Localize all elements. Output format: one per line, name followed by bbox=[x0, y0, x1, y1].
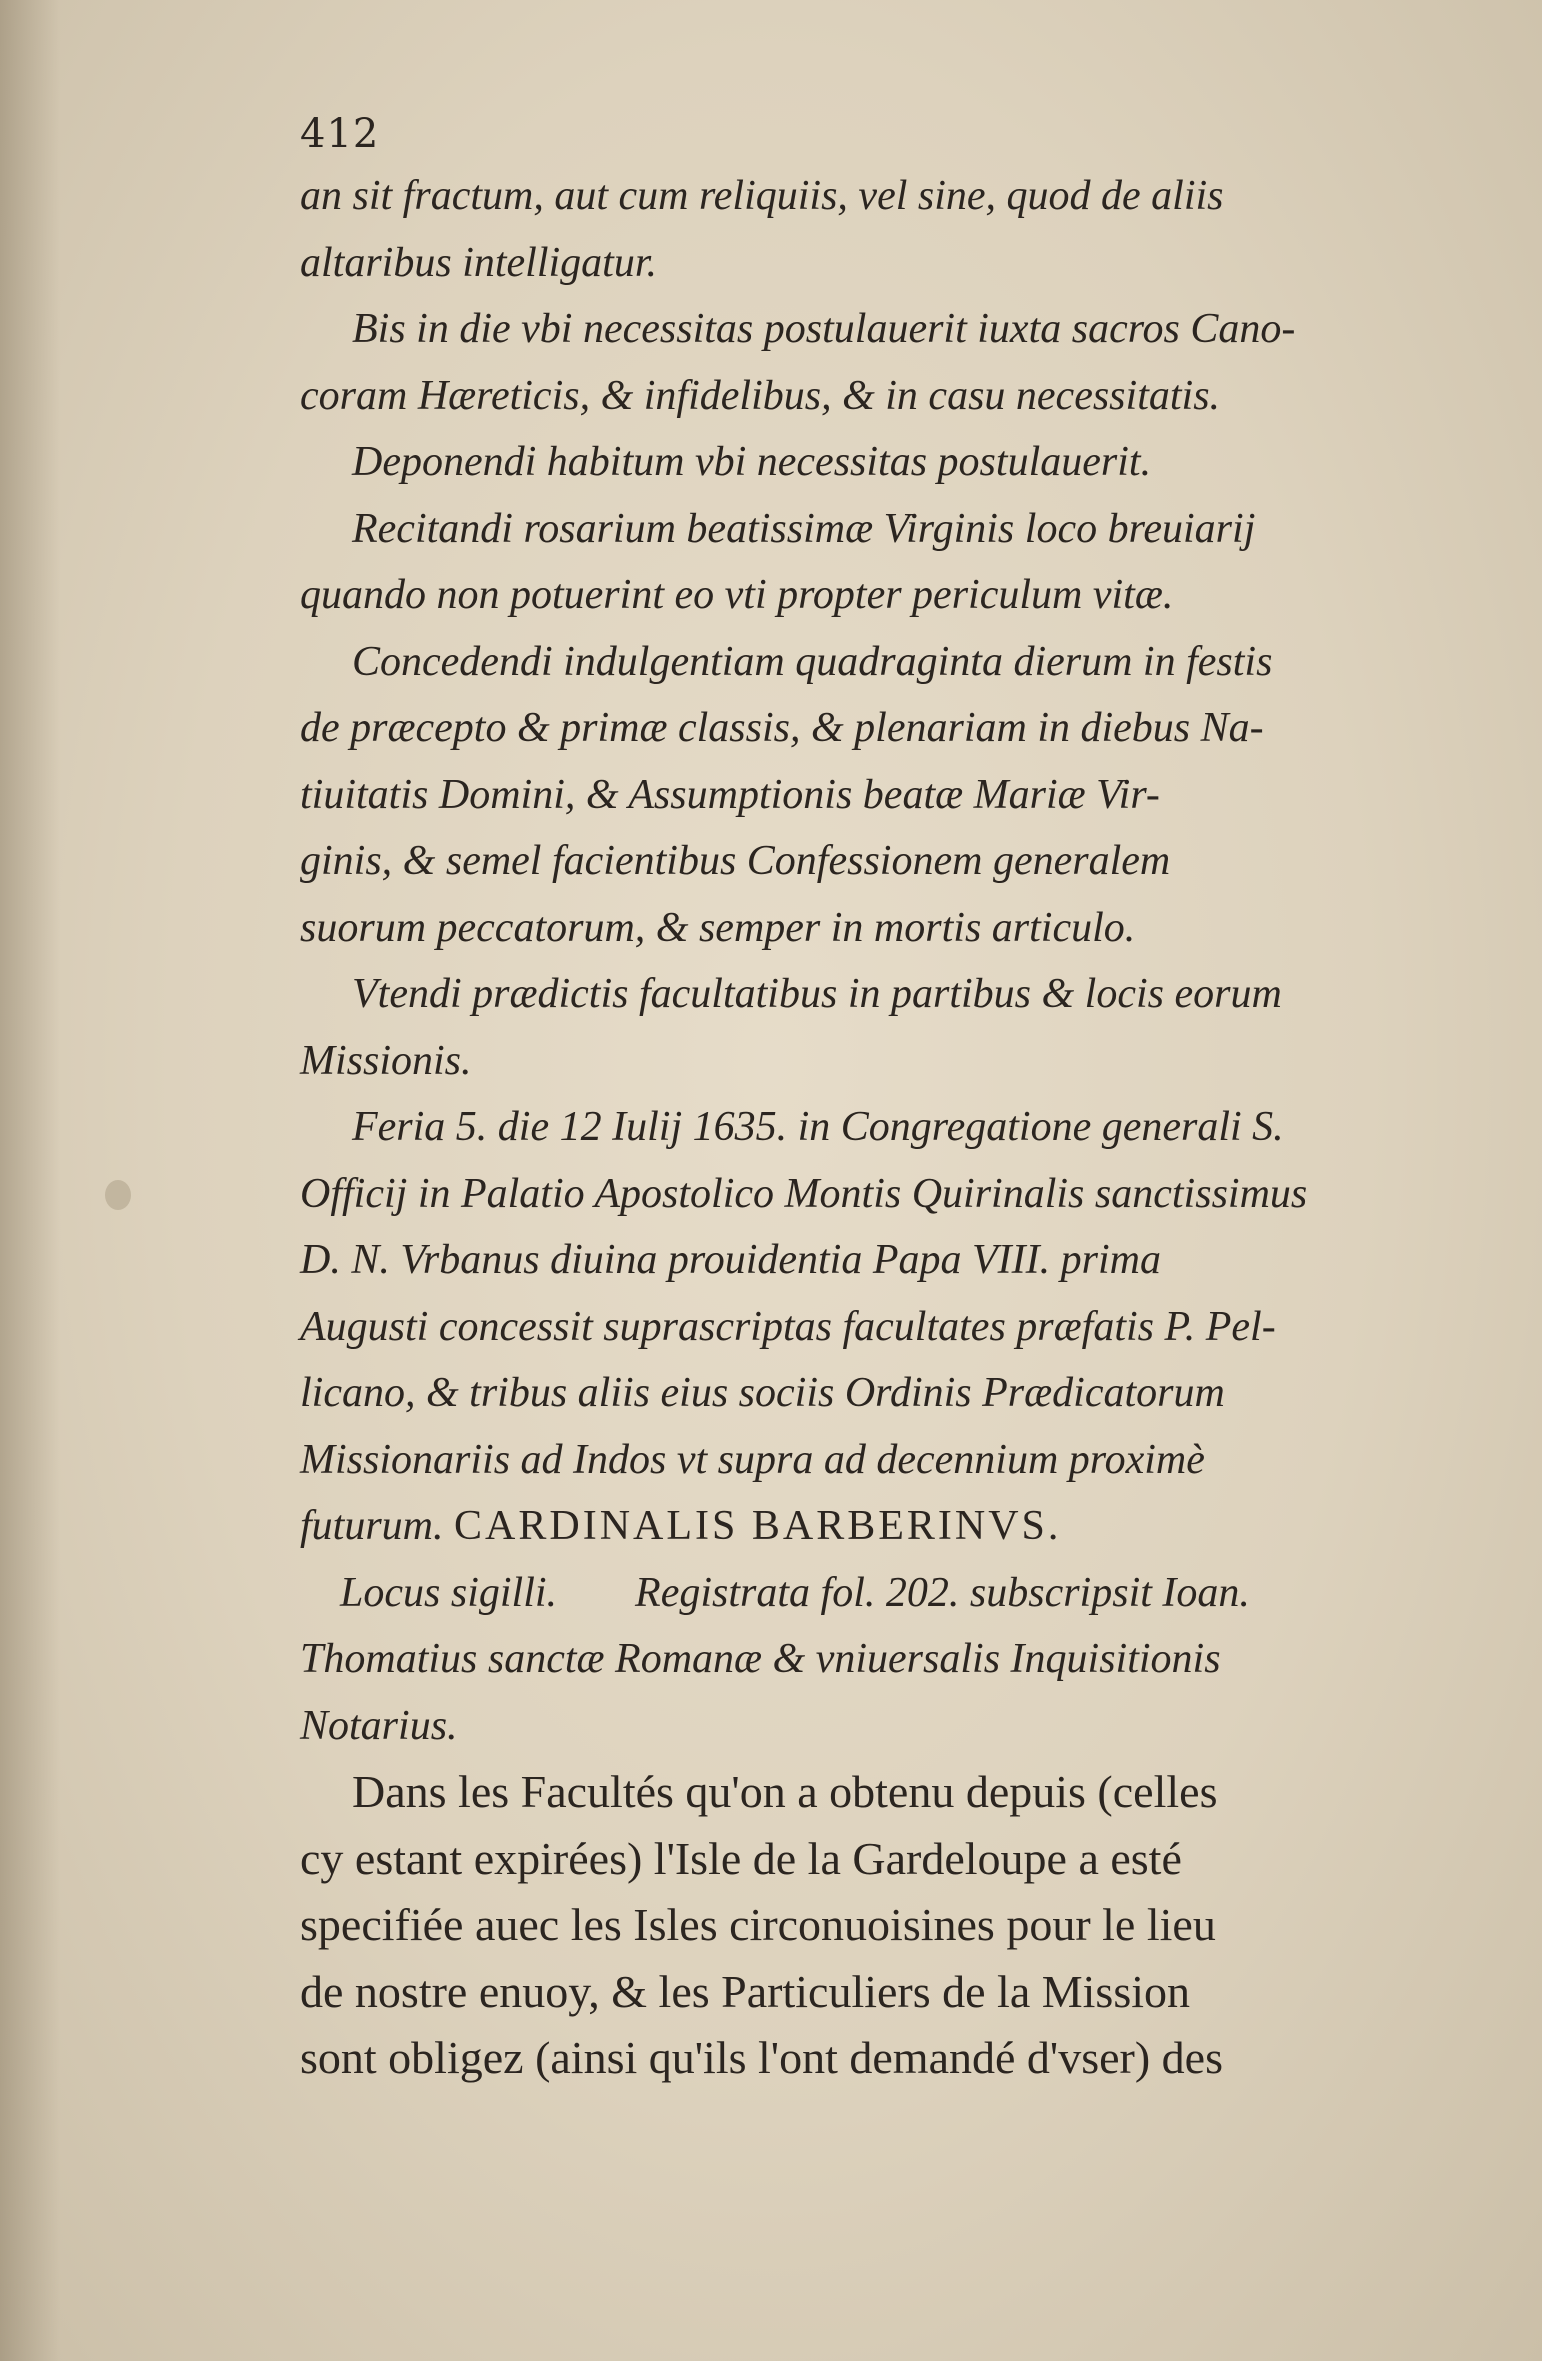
text-line: Augusti concessit suprascriptas facultates præfatis P. Pel- bbox=[300, 1303, 1276, 1350]
latin-passage bbox=[300, 163, 1505, 1759]
text-line: Deponendi habitum vbi necessitas postulauerit. bbox=[352, 439, 1152, 485]
text-line: ginis, & semel facientibus Confessionem generalem bbox=[300, 838, 1171, 884]
text-line: altaribus intelligatur. bbox=[300, 239, 658, 286]
seal-line bbox=[300, 1560, 1505, 1627]
text-line: cy estant expirées) l'Isle de la Gardeloupe a esté bbox=[300, 1832, 1182, 1884]
text-block bbox=[300, 105, 1505, 2092]
text-line: licano, & tribus aliis eius sociis Ordinis Prædicatorum bbox=[300, 1370, 1225, 1416]
text-line: coram Hæreticis, & infidelibus, & in casu necessitatis. bbox=[300, 372, 1221, 419]
text-line: D. N. Vrbanus diuina prouidentia Papa VIII. prima bbox=[300, 1237, 1161, 1283]
text-line: Missionariis ad Indos vt supra ad decennium proximè bbox=[300, 1436, 1205, 1483]
french-passage bbox=[300, 1759, 1505, 2092]
text-line: Dans les Facultés qu'on a obtenu depuis (celles bbox=[352, 1766, 1218, 1817]
binding-gutter-shadow bbox=[0, 0, 60, 2361]
text-line: Bis in die vbi necessitas postulauerit iuxta sacros Cano- bbox=[352, 306, 1296, 352]
text-line: Recitandi rosarium beatissimæ Virginis loco breuiarij bbox=[352, 505, 1256, 552]
text-line: Missionis. bbox=[300, 1037, 472, 1084]
paper-stain bbox=[105, 1180, 131, 1210]
text-line: de præcepto & primæ classis, & plenariam in diebus Na- bbox=[300, 705, 1264, 751]
text-line: quando non potuerint eo vti propter periculum vitæ. bbox=[300, 572, 1174, 618]
text-line: specifiée auec les Isles circonuoisines pour le lieu bbox=[300, 1899, 1216, 1950]
text-line: Feria 5. die 12 Iulij 1635. in Congregatione generali S. bbox=[352, 1104, 1284, 1150]
text-line: tiuitatis Domini, & Assumptionis beatæ Mariæ Vir- bbox=[300, 771, 1160, 818]
text-line: Vtendi prædictis facultatibus in partibus & locis eorum bbox=[352, 971, 1282, 1017]
text-line: de nostre enuoy, & les Particuliers de la Mission bbox=[300, 1965, 1191, 2017]
page-number: 412 bbox=[300, 111, 380, 157]
text-line: suorum peccatorum, & semper in mortis articulo. bbox=[300, 904, 1136, 951]
text-line: Concedendi indulgentiam quadraginta dierum in festis bbox=[352, 638, 1273, 685]
text-line: Thomatius sanctæ Romanæ & vniuersalis Inquisitionis bbox=[300, 1636, 1221, 1682]
signature-line bbox=[300, 1493, 1505, 1560]
signature-prefix: futurum. bbox=[300, 1503, 444, 1549]
registry-note: Registrata fol. 202. subscripsit Ioan. bbox=[635, 1569, 1250, 1616]
text-line: an sit fractum, aut cum reliquiis, vel sine, quod de aliis bbox=[300, 173, 1224, 219]
seal-note: Locus sigilli. bbox=[340, 1569, 558, 1616]
cardinal-signature: CARDINALIS BARBERINVS. bbox=[454, 1503, 1062, 1549]
notary-line: Notarius. bbox=[300, 1702, 458, 1749]
text-line: Officij in Palatio Apostolico Montis Quirinalis sanctissimus bbox=[300, 1170, 1308, 1217]
text-line: sont obligez (ainsi qu'ils l'ont demandé d'vser) des bbox=[300, 2032, 1223, 2083]
